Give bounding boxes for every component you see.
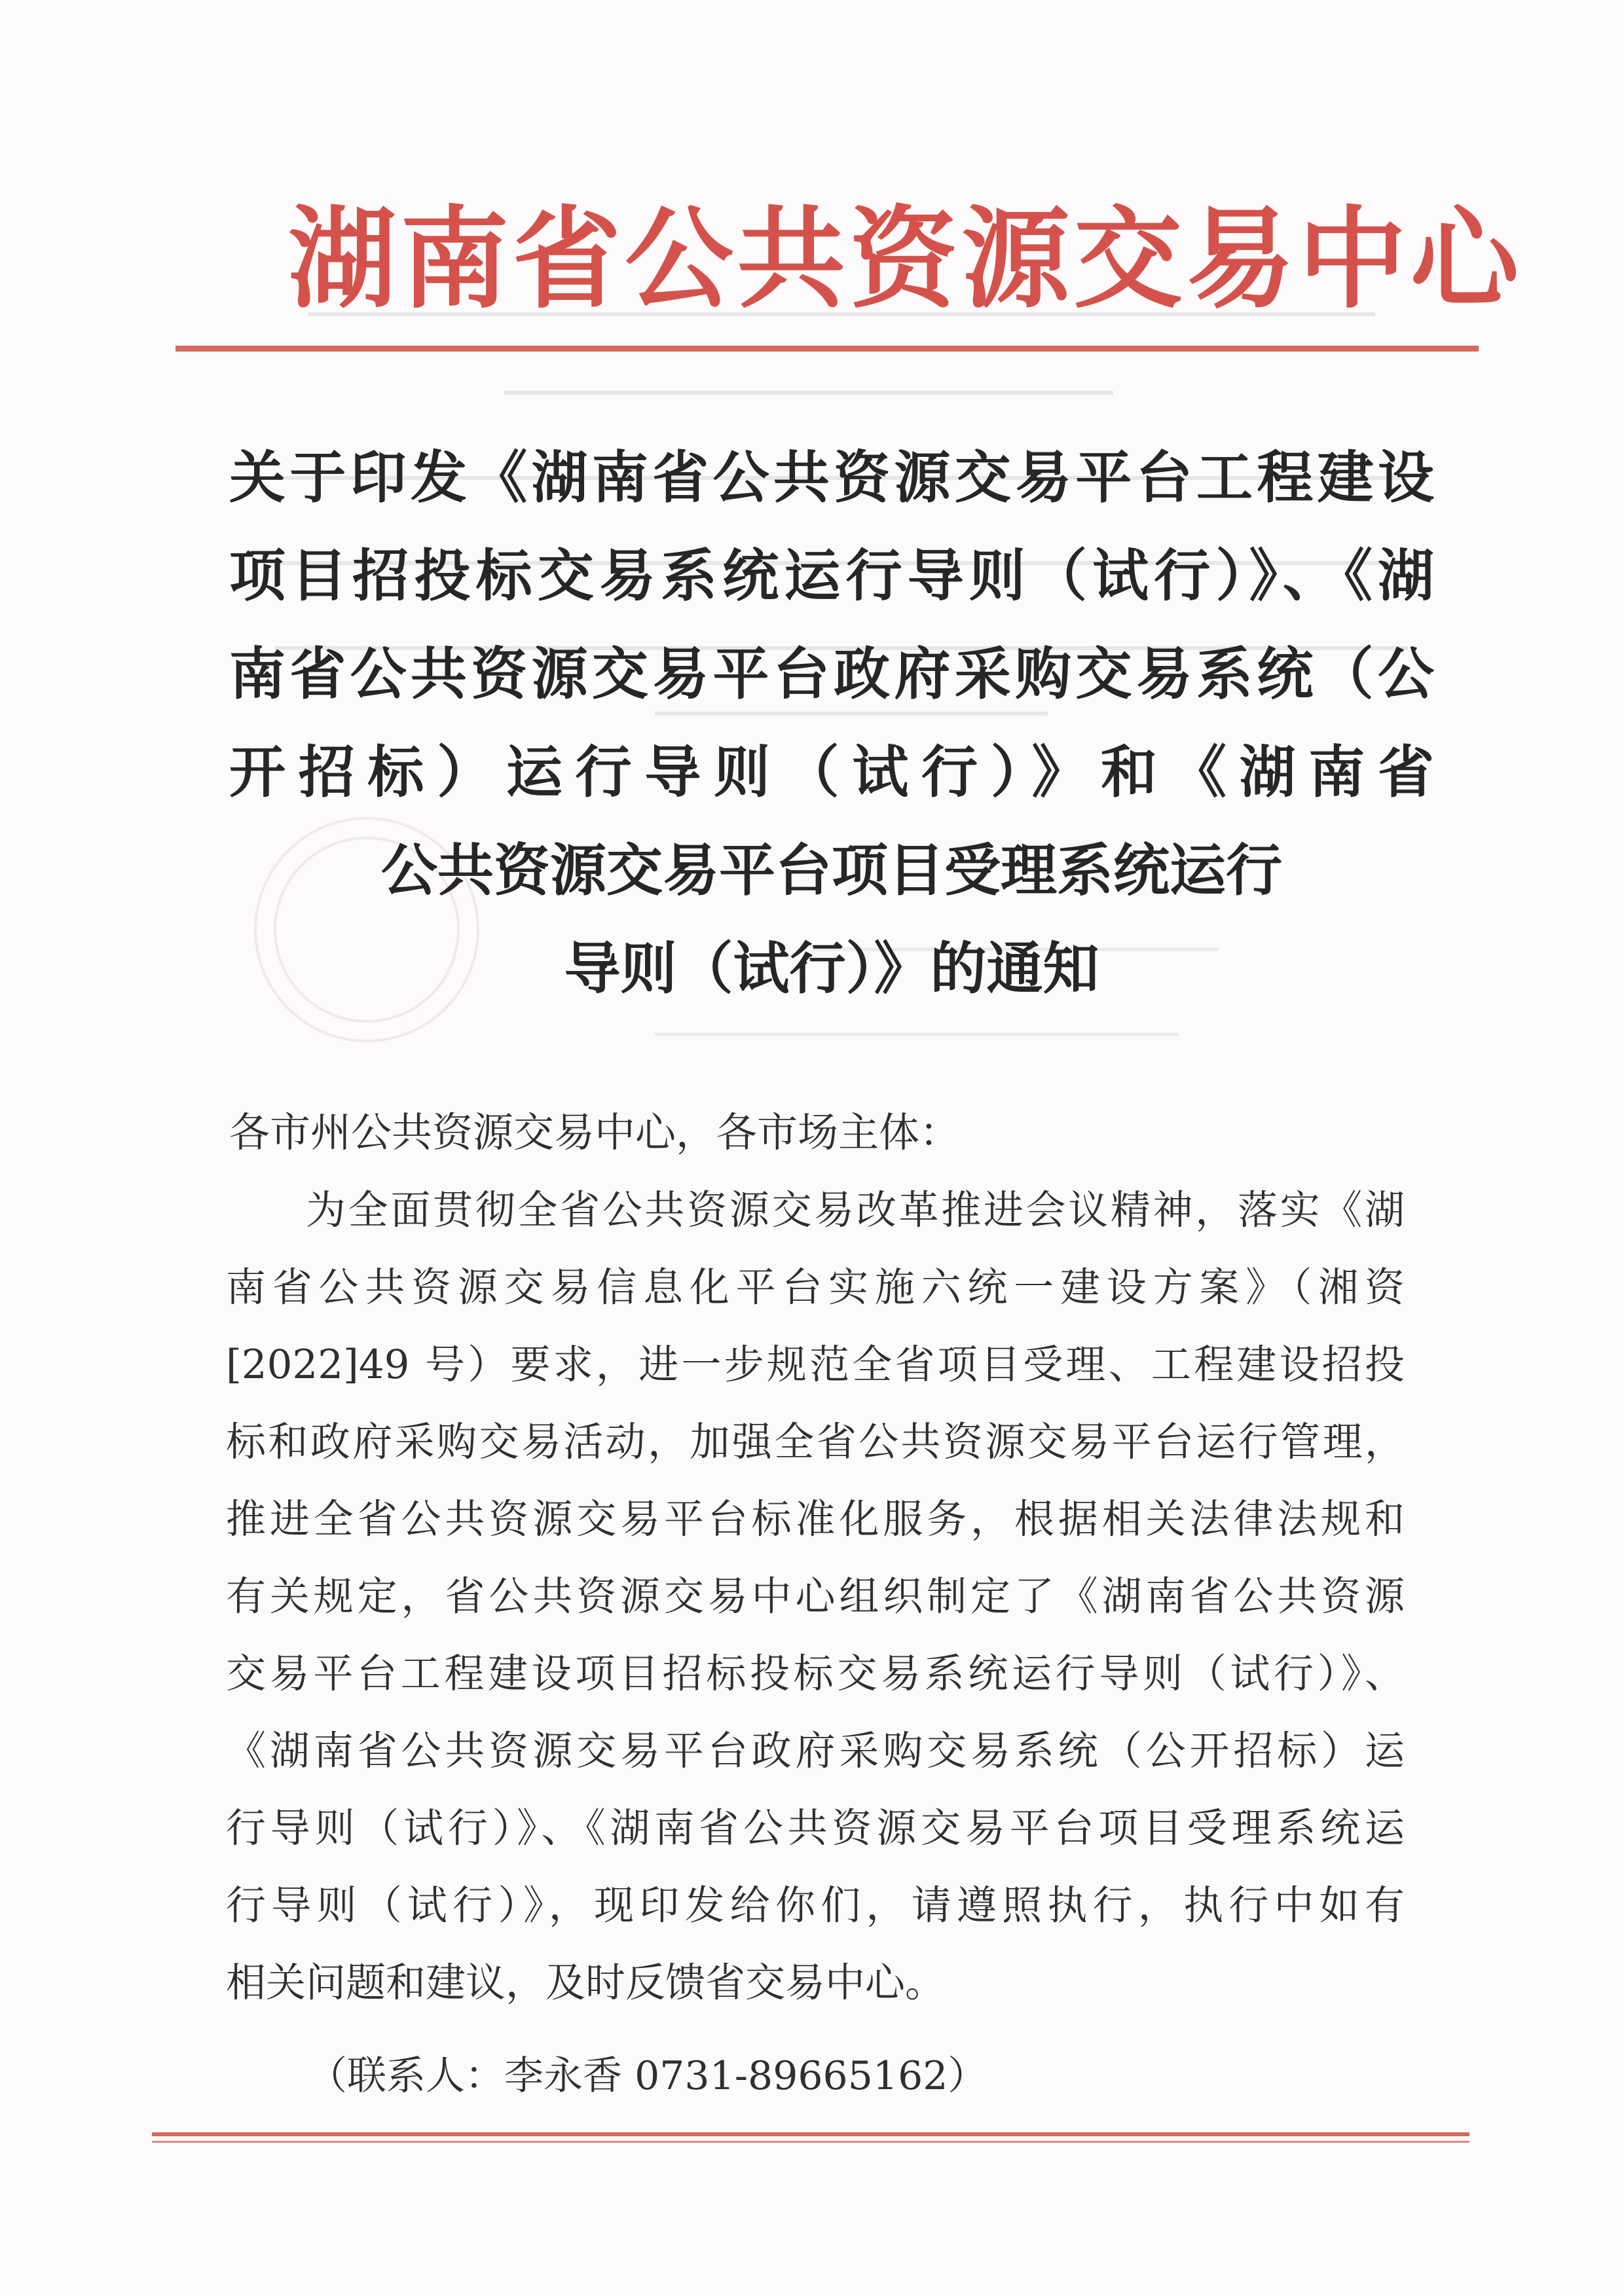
document-title (229, 429, 1434, 1018)
contact-info: （联系人：李永香 0731-89665162） (308, 2053, 987, 2099)
body-line: 有关规定，省公共资源交易中心组织制定了《湖南省公共资源 (226, 1573, 1405, 1620)
masthead-rule (175, 346, 1479, 352)
salutation: 各市州公共资源交易中心，各市场主体： (229, 1108, 961, 1156)
body-line: 《湖南省公共资源交易平台政府采购交易系统（公开招标）运 (226, 1728, 1405, 1774)
masthead-title: 湖南省公共资源交易中心 (288, 194, 1523, 323)
body-text (226, 1172, 1405, 2022)
body-line: 行导则（试行）》、《湖南省公共资源交易平台项目受理系统运 (226, 1805, 1405, 1851)
body-line: [2022]49 号）要求，进一步规范全省项目受理、工程建设招投 (226, 1341, 1405, 1388)
body-line: 交易平台工程建设项目招标投标交易系统运行导则（试行）》、 (226, 1650, 1405, 1697)
title-line: 关于印发《湖南省公共资源交易平台工程建设 (229, 445, 1434, 511)
title-line: 南省公共资源交易平台政府采购交易系统（公 (229, 642, 1434, 707)
body-line: 标和政府采购交易活动，加强全省公共资源交易平台运行管理， (226, 1419, 1405, 1465)
title-line: 项目招投标交易系统运行导则（试行）》、《湖 (229, 543, 1434, 609)
body-line: 为全面贯彻全省公共资源交易改革推进会议精神，落实《湖 (306, 1187, 1405, 1233)
title-line: 开招标）运行导则（试行）》和《湖南省 (229, 740, 1434, 805)
title-line: 导则（试行）》的通知 (564, 936, 1099, 1002)
title-line: 公共资源交易平台项目受理系统运行 (381, 838, 1282, 903)
footer-rule-thin (152, 2141, 1469, 2143)
body-line: 南省公共资源交易信息化平台实施六统一建设方案》（湘资 (226, 1264, 1405, 1311)
body-line: 推进全省公共资源交易平台标准化服务，根据相关法律法规和 (226, 1496, 1405, 1542)
footer-rule (152, 2132, 1469, 2136)
body-line: 行导则（试行）》，现印发给你们，请遵照执行，执行中如有 (226, 1882, 1405, 1929)
body-line: 相关问题和建议，及时反馈省交易中心。 (226, 1959, 946, 2006)
